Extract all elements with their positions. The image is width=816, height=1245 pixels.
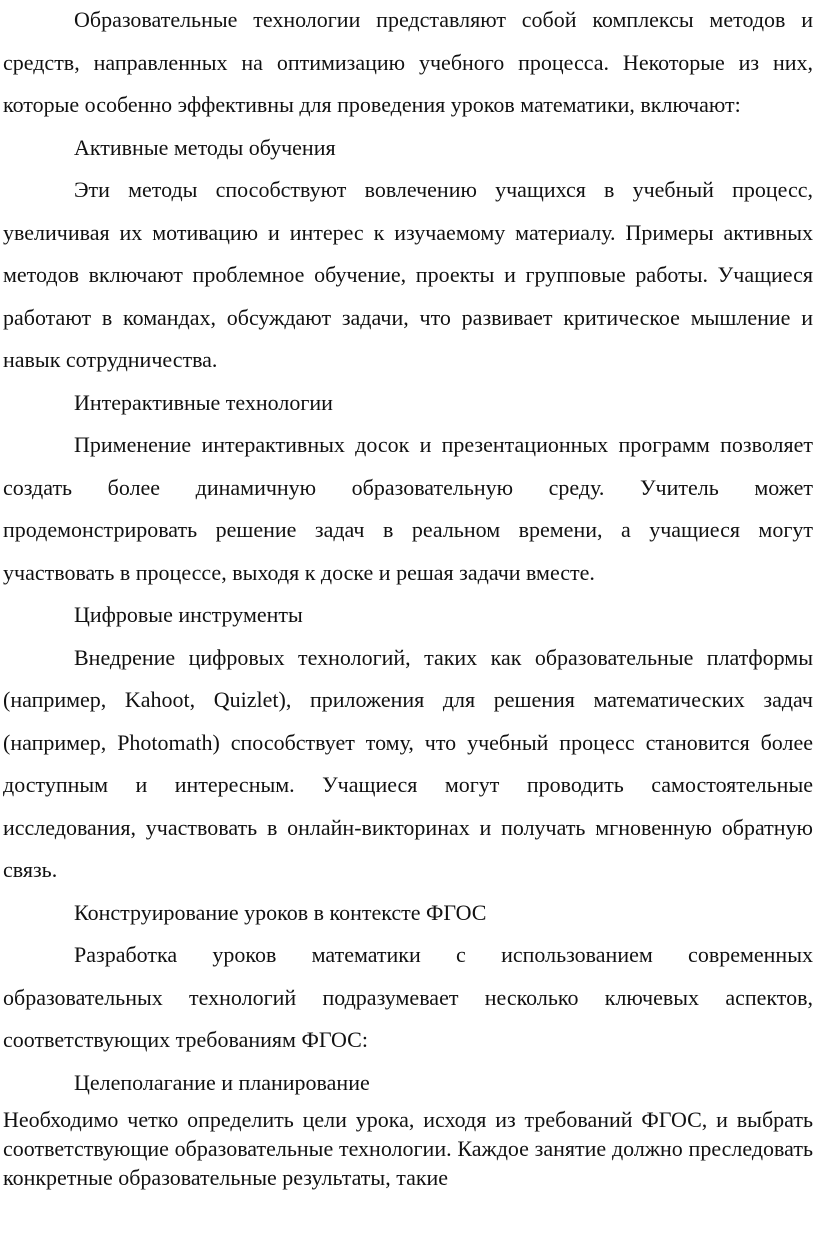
section-paragraph-digital-tools: Внедрение цифровых технологий, таких как образовательные платформы (например, Kahoot, Quizlet), приложения для решения математических задач (например, Photomath) способствует тому, что учебный процесс становится более доступным и интересным. Учащиеся могут проводить самостоятельные исследования, участвовать в онлайн-викторинах и получать мгновенную обратную связь. xyxy=(3,644,813,882)
section-heading-interactive-tech: Интерактивные технологии xyxy=(74,389,333,415)
section-paragraph-lesson-design: Разработка уроков математики с использованием современных образовательных технологий подразумевает несколько ключевых аспектов, соответствующих требованиям ФГОС: xyxy=(3,942,813,1052)
section-paragraph-goal-setting: Необходимо четко определить цели урока, исходя из требований ФГОС, и выбрать соответствующие образовательные технологии. Каждое занятие должно преследовать конкретные образовательные результаты, такие xyxy=(3,1107,813,1190)
section-heading-goal-setting: Целеполагание и планирование xyxy=(74,1069,370,1095)
intro-paragraph: Образовательные технологии представляют собой комплексы методов и средств, направленных на оптимизацию учебного процесса. Некоторые из них, которые особенно эффективны для проведения уроков математики, включают: xyxy=(3,7,813,117)
section-paragraph-active-methods: Эти методы способствуют вовлечению учащихся в учебный процесс, увеличивая их мотивацию и интерес к изучаемому материалу. Примеры активных методов включают проблемное обучение, проекты и групповые работы. Учащиеся работают в командах, обсуждают задачи, что развивает критическое мышление и навык сотрудничества. xyxy=(3,177,813,372)
section-paragraph-interactive-tech: Применение интерактивных досок и презентационных программ позволяет создать более динамичную образовательную среду. Учитель может продемонстрировать решение задач в реальном времени, а учащиеся могут участвовать в процессе, выходя к доске и решая задачи вместе. xyxy=(3,432,813,585)
section-heading-digital-tools: Цифровые инструменты xyxy=(74,602,303,627)
section-heading-active-methods: Активные методы обучения xyxy=(74,134,336,160)
section-heading-lesson-design: Конструирование уроков в контексте ФГОС xyxy=(74,899,487,925)
document-page xyxy=(3,0,813,1192)
